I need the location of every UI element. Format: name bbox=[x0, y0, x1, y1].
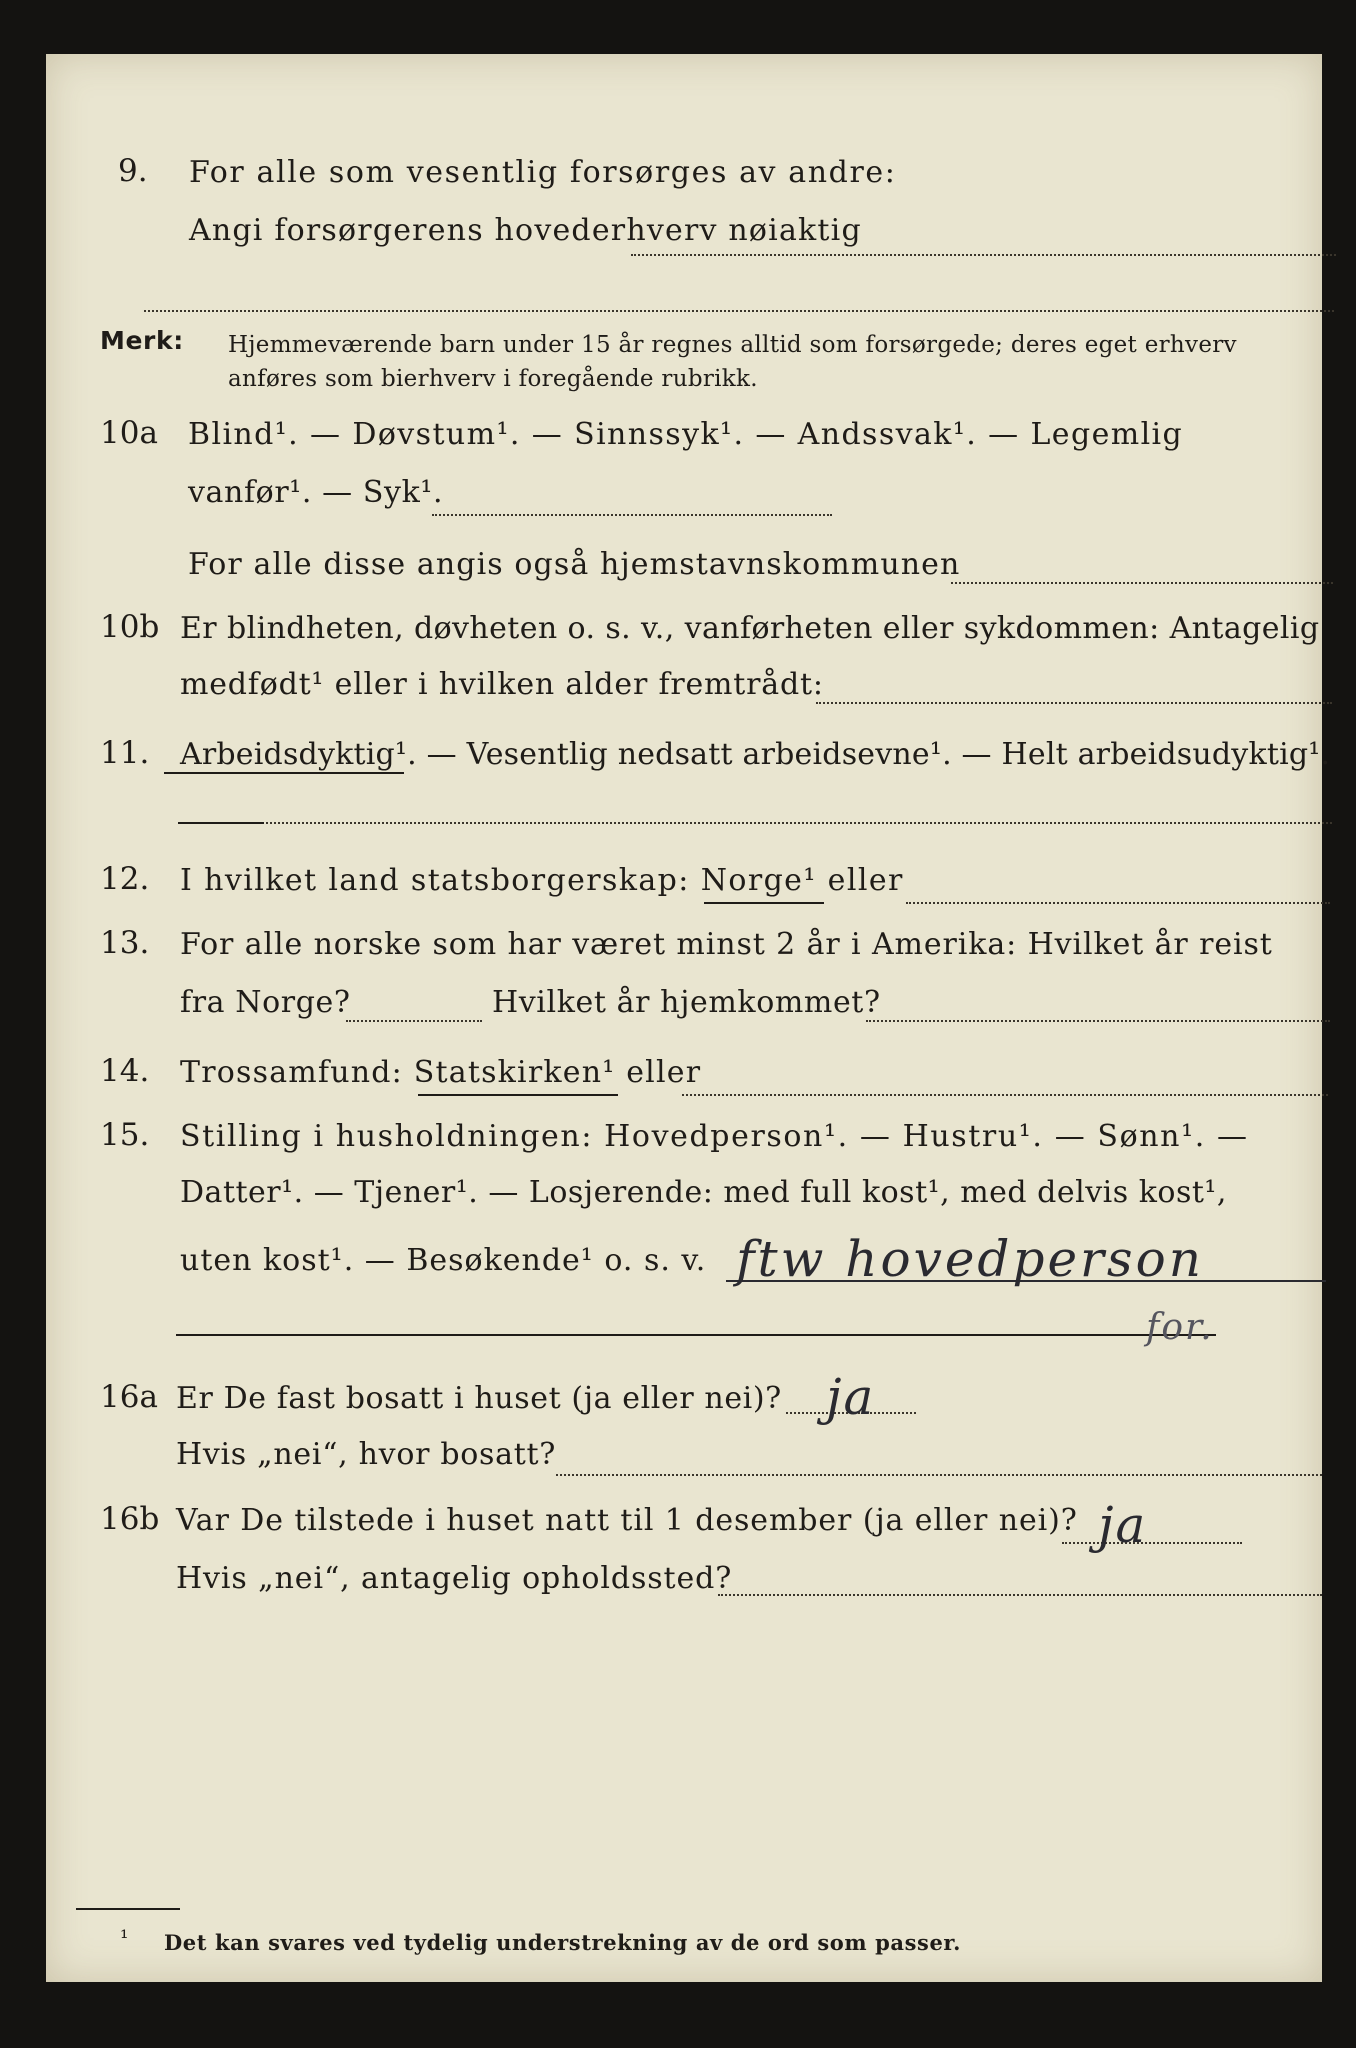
q15-line3: uten kost¹. — Besøkende¹ o. s. v. bbox=[180, 1243, 707, 1278]
q9-line1: For alle som vesentlig forsørges av andre: bbox=[189, 155, 897, 190]
q15-number: 15. bbox=[100, 1117, 150, 1153]
q10a-line2: vanfør¹. — Syk¹. bbox=[188, 475, 444, 510]
footnote-separator bbox=[76, 1908, 180, 1910]
q15-line1: Stilling i husholdningen: Hovedperson¹. — Hustru¹. — Sønn¹. — bbox=[180, 1119, 1249, 1154]
q11-short-rule bbox=[178, 822, 264, 824]
q10b-line2: medfødt¹ eller i hvilken alder fremtrådt: bbox=[180, 667, 824, 702]
q14-line1: Trossamfund: Statskirken¹ eller bbox=[180, 1055, 702, 1090]
q11-underline-mark bbox=[164, 772, 404, 774]
merk-line1: Hjemmeværende barn under 15 år regnes alltid som forsørgede; deres eget erhverv bbox=[228, 332, 1237, 358]
q14-statskirken-underline bbox=[418, 1094, 618, 1096]
q15-handwritten-answer: ftw hovedperson bbox=[736, 1230, 1204, 1288]
q15-line2: Datter¹. — Tjener¹. — Losjerende: med full kost¹, med delvis kost¹, bbox=[180, 1175, 1227, 1210]
q10a-line1: Blind¹. — Døvstum¹. — Sinnssyk¹. — Andssvak¹. — Legemlig bbox=[188, 417, 1184, 452]
q13-line1: For alle norske som har været minst 2 år i Amerika: Hvilket år reist bbox=[180, 927, 1273, 962]
q13-number: 13. bbox=[100, 925, 150, 961]
q9-answer-line-2[interactable] bbox=[144, 310, 1334, 312]
q11-answer-line[interactable] bbox=[266, 822, 1332, 824]
q13-departure-answer-line[interactable] bbox=[346, 1020, 482, 1022]
q16a-line2: Hvis „nei“, hvor bosatt? bbox=[176, 1437, 557, 1472]
q9-number: 9. bbox=[118, 153, 148, 189]
q15-handwritten-extra: for. bbox=[1146, 1307, 1214, 1348]
q10a-municipality-answer-line[interactable] bbox=[951, 582, 1333, 584]
footnote-mark: ¹ bbox=[120, 1926, 130, 1950]
q15-answer-line[interactable] bbox=[726, 1280, 1326, 1282]
q16b-number: 16b bbox=[100, 1501, 160, 1537]
q10a-number: 10a bbox=[100, 415, 158, 451]
q12-answer-line[interactable] bbox=[906, 902, 1330, 904]
merk-label: Merk: bbox=[100, 326, 184, 355]
q11-number: 11. bbox=[100, 735, 150, 771]
q10b-line1: Er blindheten, døvheten o. s. v., vanførheten eller sykdommen: Antagelig bbox=[180, 611, 1320, 646]
census-form-page bbox=[46, 54, 1331, 1982]
q9-answer-line[interactable] bbox=[631, 254, 1336, 256]
q16a-residence-answer-line[interactable] bbox=[556, 1474, 1322, 1476]
q12-number: 12. bbox=[100, 861, 150, 897]
q15-answer-line-2[interactable] bbox=[176, 1334, 1216, 1336]
q10b-answer-line[interactable] bbox=[816, 702, 1332, 704]
q10a-line3: For alle disse angis også hjemstavnskommunen bbox=[188, 547, 961, 582]
q13-line2a: fra Norge? bbox=[180, 985, 351, 1020]
q9-line2: Angi forsørgerens hovederhverv nøiaktig bbox=[189, 213, 862, 248]
q16b-line2: Hvis „nei“, antagelig opholdssted? bbox=[176, 1561, 733, 1596]
q16b-answer-line[interactable] bbox=[1062, 1542, 1242, 1544]
footnote-text: Det kan svares ved tydelig understrekning av de ord som passer. bbox=[164, 1930, 962, 1955]
q12-line1: I hvilket land statsborgerskap: Norge¹ eller bbox=[180, 863, 904, 898]
q16a-handwritten-answer: ja bbox=[826, 1368, 876, 1426]
q16b-whereabouts-answer-line[interactable] bbox=[718, 1594, 1322, 1596]
q10b-number: 10b bbox=[100, 609, 160, 645]
q11-line1: Arbeidsdyktig¹. — Vesentlig nedsatt arbeidsevne¹. — Helt arbeidsudyktig¹. bbox=[180, 737, 1331, 772]
q14-number: 14. bbox=[100, 1053, 150, 1089]
q10a-sick-answer-line[interactable] bbox=[432, 514, 832, 516]
q14-answer-line[interactable] bbox=[682, 1094, 1328, 1096]
q16b-handwritten-answer: ja bbox=[1098, 1496, 1148, 1554]
q16a-number: 16a bbox=[100, 1379, 158, 1415]
q16a-line1: Er De fast bosatt i huset (ja eller nei)? bbox=[176, 1381, 782, 1416]
q12-norge-underline bbox=[704, 902, 824, 904]
q16b-line1: Var De tilstede i huset natt til 1 desember (ja eller nei)? bbox=[176, 1503, 1078, 1538]
merk-line2: anføres som bierhverv i foregående rubrikk. bbox=[228, 366, 758, 392]
q13-line2b: Hvilket år hjemkommet? bbox=[492, 985, 881, 1020]
q13-return-answer-line[interactable] bbox=[866, 1020, 1330, 1022]
